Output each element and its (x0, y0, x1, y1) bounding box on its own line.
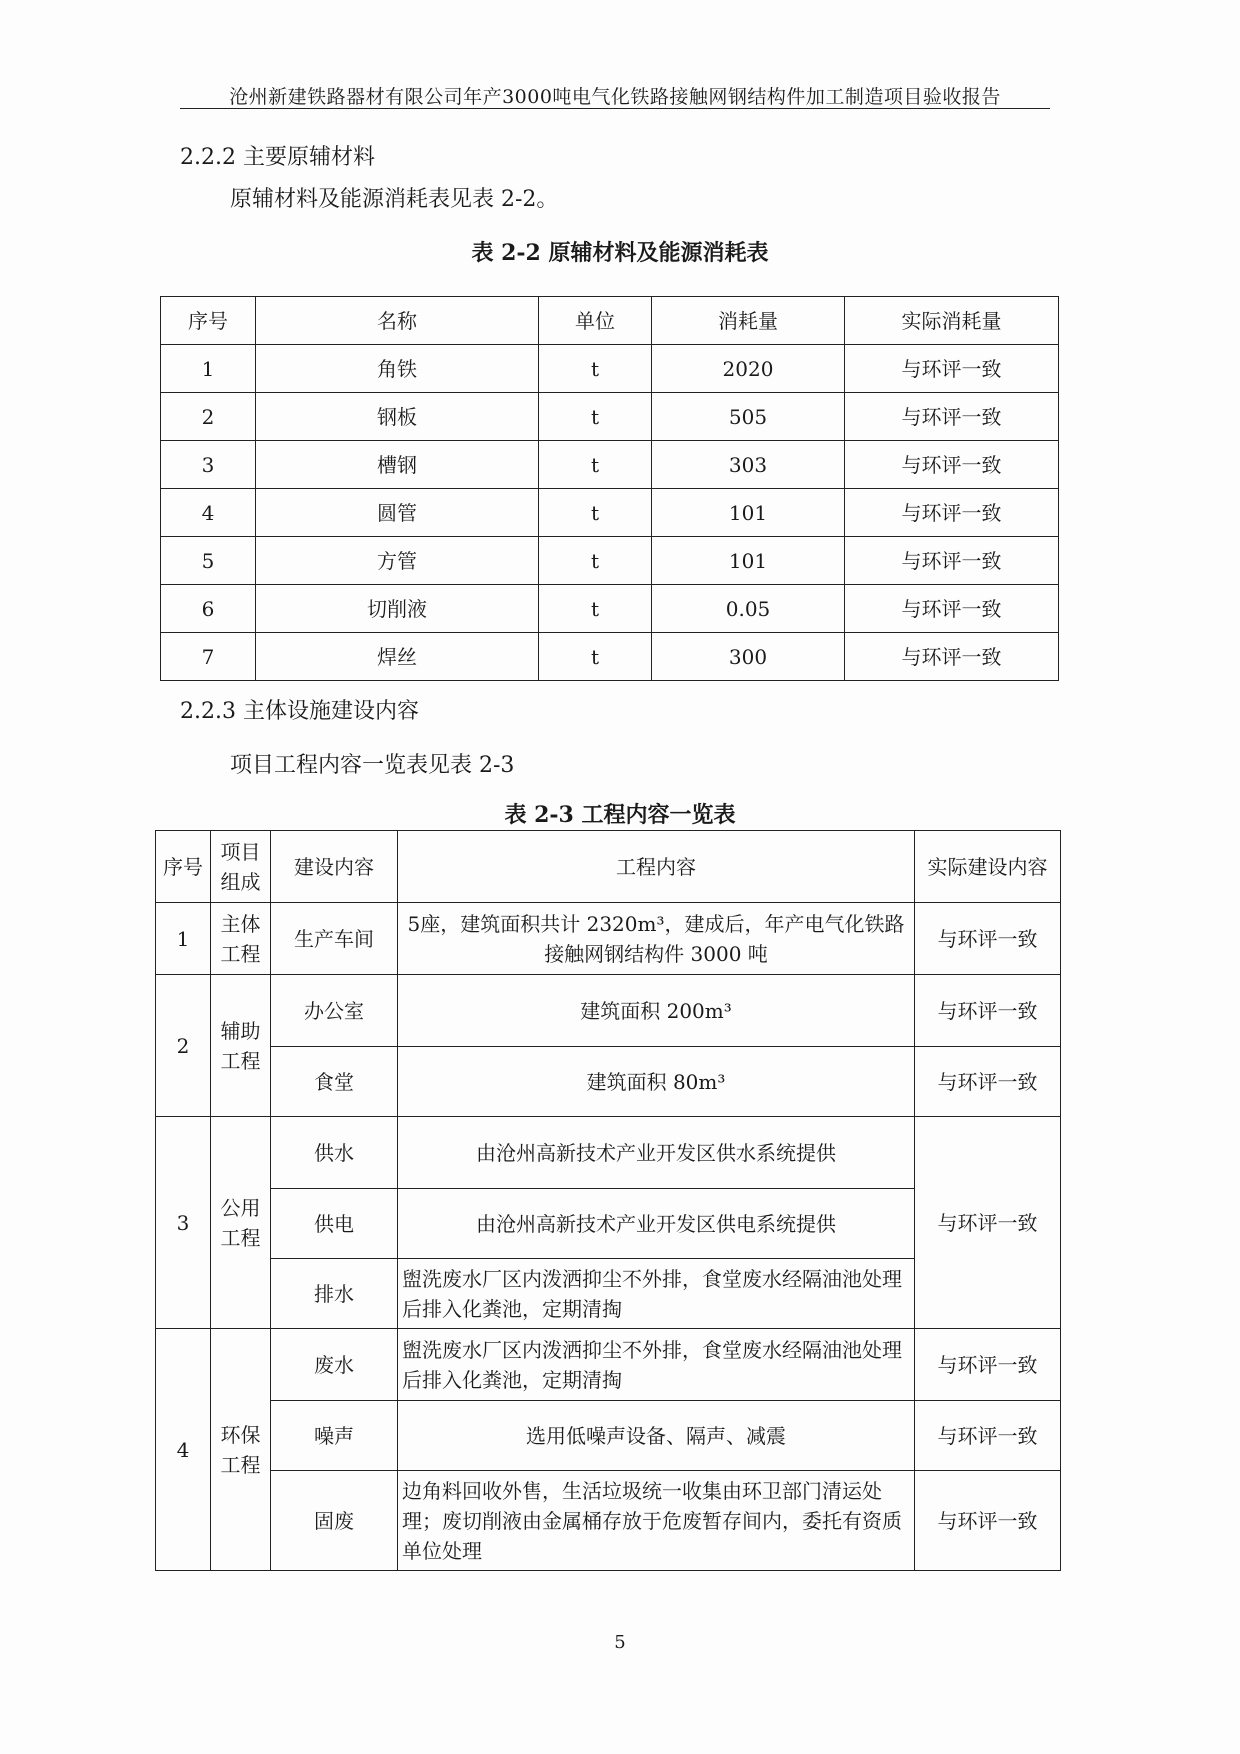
cell-name: 槽钢 (256, 441, 539, 489)
header-cell: 序号 (156, 831, 211, 903)
table-row (161, 633, 1059, 681)
header-cell: 建设内容 (271, 831, 398, 903)
table-row (161, 537, 1059, 585)
cell-actual: 与环评一致 (915, 1117, 1061, 1329)
cell-no: 1 (161, 345, 256, 393)
section-223-heading: 2.2.3 主体设施建设内容 (180, 699, 419, 724)
cell-actual: 与环评一致 (845, 537, 1059, 585)
table-row (156, 1471, 1061, 1571)
table-row (161, 585, 1059, 633)
table-row (161, 345, 1059, 393)
cell-content: 5座，建筑面积共计 2320m³，建成后，年产电气化铁路接触网钢结构件 3000 吨 (398, 903, 915, 975)
cell-amount: 2020 (652, 345, 845, 393)
cell-actual: 与环评一致 (845, 393, 1059, 441)
cell-name: 切削液 (256, 585, 539, 633)
cell-actual: 与环评一致 (915, 975, 1061, 1047)
header-cell: 消耗量 (652, 297, 845, 345)
header-cell: 项目组成 (211, 831, 271, 903)
cell-group: 主体工程 (211, 903, 271, 975)
cell-amount: 300 (652, 633, 845, 681)
table-row (156, 903, 1061, 975)
table-row (161, 489, 1059, 537)
cell-content: 由沧州高新技术产业开发区供水系统提供 (398, 1117, 915, 1189)
cell-item: 生产车间 (271, 903, 398, 975)
cell-group: 环保工程 (211, 1329, 271, 1571)
cell-content: 建筑面积 200m³ (398, 975, 915, 1047)
cell-amount: 101 (652, 489, 845, 537)
cell-item: 办公室 (271, 975, 398, 1047)
cell-actual: 与环评一致 (845, 633, 1059, 681)
cell-item: 供水 (271, 1117, 398, 1189)
cell-name: 角铁 (256, 345, 539, 393)
cell-unit: t (539, 345, 652, 393)
table-row (156, 1047, 1061, 1117)
cell-name: 方管 (256, 537, 539, 585)
section-222-heading: 2.2.2 主要原辅材料 (180, 145, 375, 170)
table-row (161, 393, 1059, 441)
cell-unit: t (539, 441, 652, 489)
cell-actual: 与环评一致 (915, 903, 1061, 975)
cell-unit: t (539, 489, 652, 537)
table-2-2-caption: 表 2-2 原辅材料及能源消耗表 (471, 240, 769, 266)
table-row (156, 1401, 1061, 1471)
cell-actual: 与环评一致 (915, 1401, 1061, 1471)
cell-unit: t (539, 537, 652, 585)
cell-name: 钢板 (256, 393, 539, 441)
header-cell: 名称 (256, 297, 539, 345)
cell-no: 5 (161, 537, 256, 585)
cell-actual: 与环评一致 (915, 1329, 1061, 1401)
cell-actual: 与环评一致 (915, 1471, 1061, 1571)
materials-table (160, 296, 1059, 681)
header-cell: 实际建设内容 (915, 831, 1061, 903)
cell-amount: 0.05 (652, 585, 845, 633)
table-row (156, 975, 1061, 1047)
cell-no: 6 (161, 585, 256, 633)
cell-actual: 与环评一致 (915, 1047, 1061, 1117)
header-cell: 工程内容 (398, 831, 915, 903)
cell-actual: 与环评一致 (845, 441, 1059, 489)
header-rule (180, 108, 1050, 109)
cell-no: 3 (161, 441, 256, 489)
cell-content: 由沧州高新技术产业开发区供电系统提供 (398, 1189, 915, 1259)
cell-unit: t (539, 585, 652, 633)
cell-content: 建筑面积 80m³ (398, 1047, 915, 1117)
cell-no: 2 (161, 393, 256, 441)
cell-content: 盥洗废水厂区内泼洒抑尘不外排，食堂废水经隔油池处理后排入化粪池，定期清掏 (398, 1329, 915, 1401)
cell-no: 1 (156, 903, 211, 975)
table-2-3-caption: 表 2-3 工程内容一览表 (504, 802, 736, 828)
cell-name: 焊丝 (256, 633, 539, 681)
works-table (155, 830, 1061, 1571)
cell-actual: 与环评一致 (845, 345, 1059, 393)
cell-item: 废水 (271, 1329, 398, 1401)
table-row (161, 441, 1059, 489)
table-row (156, 1117, 1061, 1189)
cell-no: 3 (156, 1117, 211, 1329)
cell-name: 圆管 (256, 489, 539, 537)
cell-no: 7 (161, 633, 256, 681)
cell-amount: 505 (652, 393, 845, 441)
cell-item: 噪声 (271, 1401, 398, 1471)
cell-group: 公用工程 (211, 1117, 271, 1329)
cell-content: 边角料回收外售，生活垃圾统一收集由环卫部门清运处理；废切削液由金属桶存放于危废暂存间内，委托有资质单位处理 (398, 1471, 915, 1571)
cell-no: 2 (156, 975, 211, 1117)
cell-item: 食堂 (271, 1047, 398, 1117)
cell-unit: t (539, 393, 652, 441)
cell-no: 4 (161, 489, 256, 537)
page-number: 5 (614, 1632, 626, 1653)
cell-actual: 与环评一致 (845, 585, 1059, 633)
cell-group: 辅助工程 (211, 975, 271, 1117)
header-cell: 单位 (539, 297, 652, 345)
table-header-row (161, 297, 1059, 345)
cell-content: 盥洗废水厂区内泼洒抑尘不外排，食堂废水经隔油池处理后排入化粪池，定期清掏 (398, 1259, 915, 1329)
cell-item: 固废 (271, 1471, 398, 1571)
cell-unit: t (539, 633, 652, 681)
page-header: 沧州新建铁路器材有限公司年产3000吨电气化铁路接触网钢结构件加工制造项目验收报告 (229, 86, 1001, 108)
header-cell: 实际消耗量 (845, 297, 1059, 345)
section-223-intro: 项目工程内容一览表见表 2-3 (230, 753, 515, 778)
cell-actual: 与环评一致 (845, 489, 1059, 537)
cell-amount: 101 (652, 537, 845, 585)
cell-content: 选用低噪声设备、隔声、减震 (398, 1401, 915, 1471)
cell-amount: 303 (652, 441, 845, 489)
header-cell: 序号 (161, 297, 256, 345)
table-row (156, 1329, 1061, 1401)
cell-no: 4 (156, 1329, 211, 1571)
cell-item: 供电 (271, 1189, 398, 1259)
table-header-row (156, 831, 1061, 903)
section-222-intro: 原辅材料及能源消耗表见表 2-2。 (230, 187, 559, 212)
cell-item: 排水 (271, 1259, 398, 1329)
